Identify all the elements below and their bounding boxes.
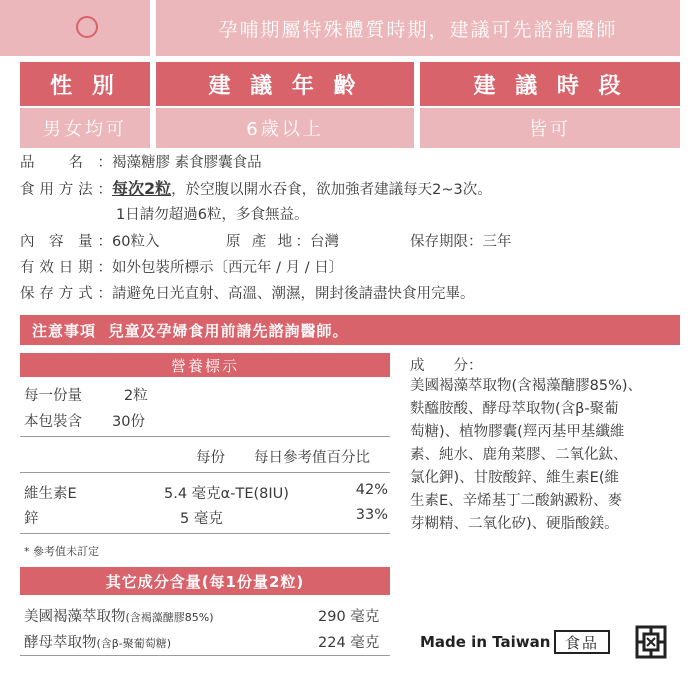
nutrition-footnote: * 參考值未訂定 xyxy=(24,545,99,558)
nutrition-row-name: 維生素E xyxy=(24,486,77,502)
nutrition-serving-label: 每一份量 xyxy=(24,388,82,404)
info-expiry-label: 有效日期： xyxy=(20,260,112,276)
header-age-label: 建 議 年 齡 xyxy=(208,73,362,99)
nutrition-serving-value: 2粒 xyxy=(124,388,148,404)
nutrition-col-daily: 每日參考值百分比 xyxy=(254,450,370,466)
ingredients-label: 成 分： xyxy=(410,358,483,374)
ingredients-line: 芽糊精、二氧化矽)、硬脂酸鎂。 xyxy=(410,516,619,532)
info-usage-row-2 xyxy=(116,203,308,227)
other-row xyxy=(24,605,214,626)
info-origin-label: 原 產 地： xyxy=(226,234,310,250)
nutrition-pack-label: 本包裝含 xyxy=(24,414,82,430)
nutrition-serving-row xyxy=(24,384,148,405)
info-origin-value: 台灣 xyxy=(310,234,339,250)
info-content-row xyxy=(20,230,512,254)
nutrition-divider-2 xyxy=(20,472,390,473)
other-row xyxy=(24,631,171,652)
ingredients-line: 麩醯胺酸、酵母萃取物(含β-聚葡 xyxy=(410,401,619,417)
info-storage-row xyxy=(20,282,475,306)
nutrition-row-name: 鋅 xyxy=(24,511,39,527)
made-in-taiwan: Made in Taiwan xyxy=(420,633,551,651)
nutrition-row-percent: 33% xyxy=(355,507,388,523)
header-time-label: 建 議 時 段 xyxy=(473,73,627,99)
other-row-note: (含褐藻醣膠85%) xyxy=(125,611,214,624)
info-storage-value: 請避免日光直射、高溫、潮濕，開封後請盡快食用完畢。 xyxy=(112,286,475,302)
info-expiry-row xyxy=(20,256,343,280)
info-name-label: 品 名： xyxy=(20,155,112,171)
nutrition-title-bar xyxy=(20,353,390,377)
info-usage-dose: 每次2粒 xyxy=(112,179,172,198)
other-divider xyxy=(20,655,390,656)
ingredients-line: 萄糖)、植物膠囊(羥丙基甲基纖維 xyxy=(410,424,625,440)
other-row-amount: 290 毫克 xyxy=(318,609,380,625)
nutrition-row-percent: 42% xyxy=(355,482,388,498)
top-banner xyxy=(156,0,680,56)
value-age xyxy=(156,108,414,148)
recycle-icon xyxy=(634,624,668,660)
info-usage-row xyxy=(20,177,492,202)
nutrition-pack-value: 30份 xyxy=(112,414,145,430)
nutrition-divider-3 xyxy=(20,533,390,534)
other-row-amount: 224 毫克 xyxy=(318,635,380,651)
info-content-value: 60粒入 xyxy=(112,234,160,250)
value-time-text: 皆可 xyxy=(529,119,571,140)
header-age xyxy=(156,62,414,106)
nutrition-col-per-serving: 每份 xyxy=(196,450,225,466)
nutrition-row-amount: 5.4 毫克α-TE(8IU) xyxy=(164,486,289,502)
nutrition-pack-row xyxy=(24,410,145,431)
ingredients-line: 生素E、辛烯基丁二酸鈉澱粉、麥 xyxy=(410,493,623,509)
circle-icon xyxy=(76,16,98,38)
nutrition-row-amount: 5 毫克 xyxy=(180,511,223,527)
info-shelf-value: 三年 xyxy=(482,234,512,250)
ingredients-line: 氯化鉀)、甘胺酸鋅、維生素E(維 xyxy=(410,470,619,486)
value-gender-text: 男女均可 xyxy=(43,119,127,140)
other-row-name: 美國褐藻萃取物 xyxy=(24,609,126,625)
other-title-bar xyxy=(20,567,390,595)
info-content-label: 內 容 量： xyxy=(20,234,112,250)
info-storage-label: 保存方式： xyxy=(20,286,112,302)
food-label-text: 食品 xyxy=(564,633,599,652)
ingredients-line: 美國褐藻萃取物(含褐藻醣膠85%)、 xyxy=(410,378,643,394)
value-time xyxy=(420,108,680,148)
value-age-text: 6歲以上 xyxy=(246,119,324,140)
header-gender xyxy=(20,62,150,106)
info-usage-label: 食用方法： xyxy=(20,182,112,198)
info-expiry-value: 如外包裝所標示〔西元年 / 月 / 日〕 xyxy=(112,260,344,276)
other-row-name: 酵母萃取物 xyxy=(24,635,97,651)
other-row-note: (含β-聚葡萄糖) xyxy=(96,637,172,650)
ingredients-line: 素、純水、鹿角菜膠、二氧化鈦、 xyxy=(410,447,628,463)
top-banner-left xyxy=(0,0,150,56)
info-usage-line2: 1日請勿超過6粒，多食無益。 xyxy=(116,207,309,223)
nutrition-divider-1 xyxy=(20,436,390,437)
info-shelf-label: 保存期限： xyxy=(410,234,483,250)
nutrition-title: 營養標示 xyxy=(170,356,239,375)
info-name-row xyxy=(20,151,262,175)
other-title: 其它成分含量(每1份量2粒) xyxy=(105,572,305,591)
header-time xyxy=(420,62,680,106)
info-name-value: 褐藻糖膠 素食膠囊食品 xyxy=(112,155,262,171)
notice-text: 注意事項 兒童及孕婦食用前請先諮詢醫師。 xyxy=(32,321,349,340)
value-gender xyxy=(20,108,150,148)
info-usage-rest: ，於空腹以開水吞食，欲加強者建議每天2~3次。 xyxy=(171,182,492,198)
top-banner-text: 孕哺期屬特殊體質時期，建議可先諮詢醫師 xyxy=(218,18,618,41)
header-gender-label: 性 別 xyxy=(50,73,120,99)
ingredients-list xyxy=(410,375,642,536)
food-label-box xyxy=(554,630,610,654)
notice-bar xyxy=(20,315,680,345)
